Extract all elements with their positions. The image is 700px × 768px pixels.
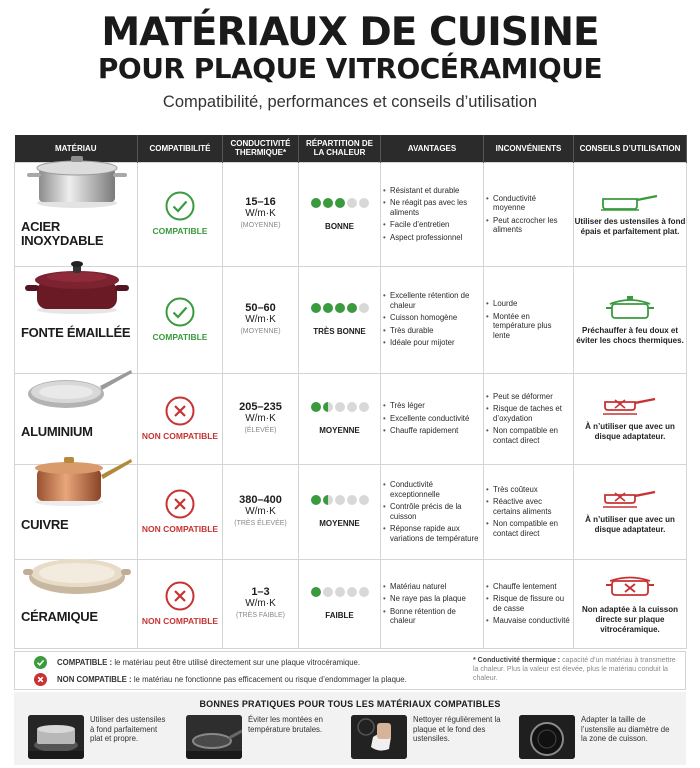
- conductivity-unit: W/m·K: [245, 597, 276, 609]
- rating-dot: [335, 198, 345, 208]
- rating-dot: [359, 495, 369, 505]
- rating-dot: [335, 495, 345, 505]
- distribution-label: MOYENNE: [319, 519, 360, 528]
- practice-text: Nettoyer régulièrement la plaque et le fond des ustensiles.: [413, 715, 501, 743]
- rating-dot: [359, 402, 369, 412]
- compat-cell: [138, 559, 223, 648]
- conductivity-value: 380–400: [239, 493, 282, 506]
- compat-label: COMPATIBLE: [152, 331, 208, 342]
- advantages-item: • Réponse rapide aux variations de température: [390, 524, 480, 543]
- best-practices: [14, 692, 686, 765]
- disadvantages-item: • Lourde: [493, 299, 570, 309]
- table-row: [15, 559, 687, 648]
- cross-circle-icon: [165, 396, 195, 426]
- dish-crossed-icon: [605, 573, 655, 599]
- practice-text: Adapter la taille de l’ustensile au diamètre de la zone de cuisson.: [581, 715, 670, 743]
- rating-dot: [323, 587, 333, 597]
- tip-text: Utiliser des ustensiles à fond épais et parfaitement plat.: [574, 217, 686, 236]
- compat-label: COMPATIBLE: [152, 226, 208, 236]
- conductivity-note: (TRÈS ÉLEVÉE): [234, 519, 287, 527]
- practice-image-cleaning: [351, 715, 407, 759]
- disadvantages-item: • Mauvaise conductivité: [493, 616, 570, 626]
- distribution-label: TRÈS BONNE: [313, 327, 366, 336]
- materials-table: [14, 135, 687, 649]
- legend-compatible-text: le matériau peut être utilisé directement sur une plaque vitrocéramique.: [114, 658, 361, 667]
- compat-label: NON COMPATIBLE: [141, 615, 219, 626]
- tip-cell: [574, 559, 687, 648]
- advantages-item: • Aspect professionnel: [390, 233, 480, 243]
- rating-dot: [359, 198, 369, 208]
- rating-dot: [335, 402, 345, 412]
- page-subtitle: Compatibilité, performances et conseils d’utilisation: [162, 93, 538, 111]
- rating-dot: [335, 587, 345, 597]
- disadvantages-cell: [484, 373, 574, 464]
- advantages-item: • Conductivité exceptionnelle: [390, 480, 480, 499]
- conductivity-value: 50–60: [245, 301, 276, 314]
- conductivity-cell: [223, 373, 299, 464]
- rating-dot: [347, 495, 357, 505]
- advantages-item: • Cuisson homogène: [390, 313, 480, 323]
- tip-cell: [574, 162, 687, 266]
- advantages-item: • Très durable: [390, 326, 480, 336]
- heat-distribution-cell: [299, 559, 381, 648]
- note-label: * Conductivité thermique :: [473, 657, 561, 664]
- rating-dots: [311, 303, 369, 313]
- disadvantages-item: • Risque de taches et d’oxydation: [493, 404, 570, 423]
- distribution-label: BONNE: [325, 221, 354, 231]
- advantages-item: • Ne réagit pas avec les aliments: [390, 198, 480, 217]
- note-text: capacité d’un matériau à transmettre la chaleur. Plus la valeur est élevée, plus le matériau conduit la chaleur.: [473, 657, 676, 682]
- disadvantages-cell: [484, 559, 574, 648]
- legend-compatible-label: COMPATIBLE :: [57, 658, 113, 667]
- col-material: MATÉRIAU: [15, 135, 138, 162]
- conductivity-cell: [223, 162, 299, 266]
- conductivity-cell: [223, 464, 299, 559]
- col-conduct: CONDUCTIVITÉ THERMIQUE*: [223, 135, 299, 162]
- disadvantages-item: • Non compatible en contact direct: [493, 426, 570, 445]
- cross-icon: [34, 673, 47, 686]
- advantages-item: • Contrôle précis de la cuisson: [390, 502, 480, 521]
- rating-dots: [311, 198, 369, 208]
- advantages-cell: [381, 162, 484, 266]
- advantages-item: • Ne raye pas la plaque: [390, 594, 480, 604]
- disadvantages-item: • Peut se déformer: [493, 392, 570, 402]
- tip-cell: [574, 266, 687, 373]
- conductivity-cell: [223, 559, 299, 648]
- rating-dot: [359, 587, 369, 597]
- conductivity-note: (MOYENNE): [240, 222, 281, 229]
- ceramic-dish-image: [21, 537, 133, 599]
- conductivity-value: 15–16: [245, 196, 276, 208]
- rating-dot: [311, 495, 321, 505]
- rating-dot: [323, 495, 333, 505]
- practice-image-pan: [186, 715, 242, 759]
- copper-pan-image: [21, 445, 133, 507]
- practices-title: BONNES PRATIQUES POUR TOUS LES MATÉRIAUX COMPATIBLES: [199, 699, 501, 709]
- tip-text: Non adaptée à la cuisson directe sur plaque vitrocéramique.: [581, 604, 679, 634]
- rating-dot: [335, 303, 345, 313]
- col-disadvantages: INCONVÉNIENTS: [484, 135, 574, 162]
- rating-dot: [347, 198, 357, 208]
- distribution-label: MOYENNE: [319, 426, 360, 435]
- rating-dot: [347, 402, 357, 412]
- advantages-item: • Facile d’entretien: [390, 220, 480, 230]
- tip-cell: [574, 464, 687, 559]
- material-name: CÉRAMIQUE: [21, 608, 98, 624]
- page-title-line2: POUR PLAQUE VITROCÉRAMIQUE: [97, 52, 603, 85]
- practice-item: [351, 715, 516, 759]
- header: [0, 0, 700, 113]
- disadvantages-cell: [484, 266, 574, 373]
- compat-cell: [138, 373, 223, 464]
- conductivity-unit: W/m·K: [245, 412, 276, 424]
- rating-dot: [311, 198, 321, 208]
- disadvantages-item: • Peut accrocher les aliments: [493, 216, 570, 235]
- conductivity-unit: W/m·K: [245, 505, 276, 517]
- rating-dot: [347, 587, 357, 597]
- advantages-item: • Bonne rétention de chaleur: [390, 607, 480, 626]
- rating-dots: [311, 495, 369, 505]
- distribution-label: FAIBLE: [325, 611, 354, 620]
- advantages-item: • Excellente conductivité: [390, 414, 480, 424]
- rating-dot: [347, 303, 357, 313]
- col-advantages: AVANTAGES: [381, 135, 484, 162]
- pan-adapter-icon: [601, 396, 659, 416]
- conductivity-note: [473, 656, 683, 683]
- conductivity-cell: [223, 266, 299, 373]
- conductivity-unit: W/m·K: [245, 313, 276, 325]
- disadvantages-cell: [484, 464, 574, 559]
- check-circle-icon: [165, 191, 195, 221]
- advantages-item: • Excellente rétention de chaleur: [390, 291, 480, 310]
- advantages-cell: [381, 373, 484, 464]
- tip-text: Préchauffer à feu doux et éviter les chocs thermiques.: [576, 325, 684, 345]
- legend: [14, 651, 686, 690]
- advantages-cell: [381, 464, 484, 559]
- disadvantages-item: • Très coûteux: [493, 485, 570, 495]
- disadvantages-item: • Non compatible en contact direct: [493, 519, 570, 538]
- disadvantages-item: • Risque de fissure ou de casse: [493, 594, 570, 613]
- page-title: MATÉRIAUX DE CUISINE: [101, 10, 599, 55]
- disadvantages-cell: [484, 162, 574, 266]
- rating-dot: [323, 198, 333, 208]
- conductivity-value: 1–3: [251, 585, 270, 598]
- tip-text: À n’utiliser que avec un disque adaptateur.: [585, 514, 675, 534]
- advantages-item: • Matériau naturel: [390, 582, 480, 592]
- material-cell: [15, 162, 138, 266]
- advantages-item: • Chauffe rapidement: [390, 426, 480, 436]
- legend-non-label: NON COMPATIBLE :: [57, 675, 132, 684]
- conductivity-note: (ÉLEVÉE): [244, 426, 277, 434]
- cross-circle-icon: [165, 489, 195, 519]
- advantages-item: • Très léger: [390, 401, 480, 411]
- flat-pan-icon: [599, 191, 661, 211]
- advantages-cell: [381, 559, 484, 648]
- material-name: ACIER INOXYDABLE: [21, 219, 104, 248]
- heat-distribution-cell: [299, 373, 381, 464]
- practice-image-pan-on-hob: [28, 715, 84, 759]
- legend-non-compatible: [57, 675, 407, 684]
- tip-cell: [574, 373, 687, 464]
- stainless-pot-image: [21, 147, 133, 209]
- heat-distribution-cell: [299, 464, 381, 559]
- practice-text: Éviter les montées en température brutales.: [248, 715, 323, 734]
- aluminium-pan-image: [21, 352, 133, 414]
- rating-dot: [323, 402, 333, 412]
- conductivity-note: (TRÈS FAIBLE): [235, 611, 285, 619]
- practice-item: [186, 715, 346, 759]
- check-circle-icon: [165, 297, 195, 327]
- heat-distribution-cell: [299, 162, 381, 266]
- conductivity-value: 205–235: [239, 400, 282, 413]
- practice-image-zone: [519, 715, 575, 759]
- disadvantages-item: • Montée en température plus lente: [493, 312, 570, 341]
- tip-text: À n’utiliser que avec un disque adaptateur.: [585, 421, 675, 441]
- table-row: [15, 162, 687, 266]
- legend-non-text: le matériau ne fonctionne pas efficacement ou risque d’endommager la plaque.: [133, 675, 407, 684]
- disadvantages-item: • Conductivité moyenne: [493, 194, 570, 213]
- conductivity-unit: W/m·K: [245, 208, 276, 219]
- disadvantages-item: • Réactive avec certains aliments: [493, 497, 570, 516]
- rating-dot: [311, 402, 321, 412]
- cast-iron-pot-image: [21, 253, 133, 315]
- compat-label: NON COMPATIBLE: [141, 523, 219, 534]
- conductivity-note: (MOYENNE): [240, 327, 281, 335]
- material-name: FONTE ÉMAILLÉE: [21, 324, 131, 340]
- dutch-oven-icon: [604, 294, 656, 320]
- practice-item: [28, 715, 178, 759]
- col-repart: RÉPARTITION DE LA CHALEUR: [299, 135, 381, 162]
- check-icon: [34, 656, 47, 669]
- pan-adapter-icon: [601, 489, 659, 509]
- legend-compatible: [57, 658, 360, 667]
- advantages-item: • Idéale pour mijoter: [390, 338, 480, 348]
- practice-item: [519, 715, 679, 759]
- practice-text: Utiliser des ustensiles à fond parfaitement plat et propre.: [90, 715, 166, 743]
- material-name: ALUMINIUM: [21, 423, 93, 439]
- material-cell: [15, 559, 138, 648]
- rating-dot: [359, 303, 369, 313]
- rating-dot: [311, 303, 321, 313]
- col-tips: CONSEILS D’UTILISATION: [574, 135, 687, 162]
- rating-dot: [323, 303, 333, 313]
- rating-dots: [311, 402, 369, 412]
- col-compat: COMPATIBILITÉ: [138, 135, 223, 162]
- compat-cell: [138, 162, 223, 266]
- heat-distribution-cell: [299, 266, 381, 373]
- compat-cell: [138, 266, 223, 373]
- disadvantages-item: • Chauffe lentement: [493, 582, 570, 592]
- advantages-item: • Résistant et durable: [390, 186, 480, 196]
- rating-dot: [311, 587, 321, 597]
- rating-dots: [311, 587, 369, 597]
- advantages-cell: [381, 266, 484, 373]
- material-name: CUIVRE: [21, 516, 69, 532]
- compat-label: NON COMPATIBLE: [141, 430, 219, 441]
- cross-circle-icon: [165, 581, 195, 611]
- compat-cell: [138, 464, 223, 559]
